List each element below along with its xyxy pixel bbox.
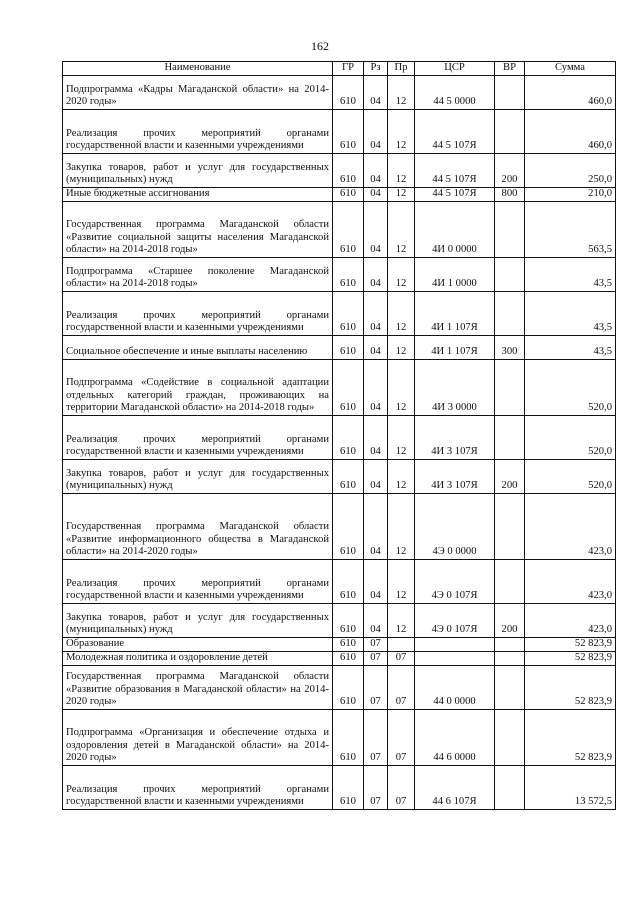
cell-rz: 04 — [364, 494, 388, 560]
cell-sum: 52 823,9 — [525, 652, 616, 666]
cell-csr: 4И 1 107Я — [415, 336, 495, 360]
cell-csr — [415, 638, 495, 652]
cell-vr — [495, 258, 525, 292]
cell-csr: 44 5 107Я — [415, 154, 495, 188]
cell-pr: 12 — [388, 360, 415, 416]
cell-rz: 07 — [364, 766, 388, 810]
cell-name: Молодежная политика и оздоровление детей — [63, 652, 333, 666]
cell-rz: 04 — [364, 110, 388, 154]
cell-pr: 12 — [388, 416, 415, 460]
table-row — [63, 76, 616, 110]
table-row — [63, 154, 616, 188]
cell-name: Государственная программа Магаданской области «Развитие социальной защиты населения Магаданской области» на 2014-2018 годы» — [63, 202, 333, 258]
cell-csr: 4И 1 107Я — [415, 292, 495, 336]
cell-sum: 43,5 — [525, 292, 616, 336]
cell-gr: 610 — [333, 560, 364, 604]
cell-csr: 4Э 0 0000 — [415, 494, 495, 560]
cell-vr — [495, 666, 525, 710]
table-row — [63, 292, 616, 336]
column-header-sum: Сумма — [525, 62, 616, 76]
column-header-csr: ЦСР — [415, 62, 495, 76]
cell-vr — [495, 494, 525, 560]
budget-table — [62, 61, 616, 810]
cell-pr: 12 — [388, 494, 415, 560]
cell-vr — [495, 202, 525, 258]
cell-name: Образование — [63, 638, 333, 652]
cell-sum: 520,0 — [525, 360, 616, 416]
cell-gr: 610 — [333, 202, 364, 258]
cell-name: Подпрограмма «Старшее поколение Магаданской области» на 2014-2018 годы» — [63, 258, 333, 292]
table-row — [63, 710, 616, 766]
cell-csr: 44 6 0000 — [415, 710, 495, 766]
table-row — [63, 188, 616, 202]
cell-rz: 07 — [364, 710, 388, 766]
cell-rz: 04 — [364, 560, 388, 604]
cell-pr: 07 — [388, 710, 415, 766]
cell-pr: 12 — [388, 202, 415, 258]
cell-csr: 44 5 107Я — [415, 188, 495, 202]
cell-pr: 12 — [388, 560, 415, 604]
cell-vr — [495, 76, 525, 110]
cell-rz: 04 — [364, 154, 388, 188]
cell-vr: 300 — [495, 336, 525, 360]
cell-rz: 07 — [364, 652, 388, 666]
cell-csr: 4И 0 0000 — [415, 202, 495, 258]
cell-csr: 4И 3 107Я — [415, 416, 495, 460]
table-row — [63, 460, 616, 494]
column-header-name: Наименование — [63, 62, 333, 76]
cell-sum: 250,0 — [525, 154, 616, 188]
cell-gr: 610 — [333, 604, 364, 638]
cell-name: Государственная программа Магаданской области «Развитие образования в Магаданской области» на 2014-2020 годы» — [63, 666, 333, 710]
cell-sum: 520,0 — [525, 460, 616, 494]
table-row — [63, 336, 616, 360]
cell-csr — [415, 652, 495, 666]
column-header-rz: Рз — [364, 62, 388, 76]
cell-pr: 12 — [388, 292, 415, 336]
cell-gr: 610 — [333, 666, 364, 710]
cell-pr: 12 — [388, 110, 415, 154]
cell-csr: 44 5 107Я — [415, 110, 495, 154]
cell-gr: 610 — [333, 154, 364, 188]
cell-rz: 04 — [364, 360, 388, 416]
column-header-gr: ГР — [333, 62, 364, 76]
cell-pr: 12 — [388, 154, 415, 188]
cell-sum: 423,0 — [525, 604, 616, 638]
cell-vr: 200 — [495, 154, 525, 188]
cell-vr — [495, 110, 525, 154]
cell-vr: 200 — [495, 460, 525, 494]
cell-name: Иные бюджетные ассигнования — [63, 188, 333, 202]
cell-pr: 12 — [388, 336, 415, 360]
cell-gr: 610 — [333, 336, 364, 360]
cell-gr: 610 — [333, 652, 364, 666]
cell-csr: 4И 1 0000 — [415, 258, 495, 292]
table-row — [63, 416, 616, 460]
cell-gr: 610 — [333, 638, 364, 652]
table-row — [63, 666, 616, 710]
table-row — [63, 360, 616, 416]
cell-name: Закупка товаров, работ и услуг для государственных (муниципальных) нужд — [63, 604, 333, 638]
table-row — [63, 202, 616, 258]
table-row — [63, 638, 616, 652]
cell-name: Государственная программа Магаданской области «Развитие информационного общества в Магаданской области» на 2014-2020 годы» — [63, 494, 333, 560]
cell-sum: 563,5 — [525, 202, 616, 258]
cell-name: Закупка товаров, работ и услуг для государственных (муниципальных) нужд — [63, 154, 333, 188]
table-row — [63, 258, 616, 292]
cell-pr: 12 — [388, 604, 415, 638]
cell-vr — [495, 638, 525, 652]
cell-vr — [495, 416, 525, 460]
cell-vr — [495, 360, 525, 416]
cell-pr — [388, 638, 415, 652]
cell-csr: 44 6 107Я — [415, 766, 495, 810]
cell-rz: 04 — [364, 416, 388, 460]
column-header-vr: ВР — [495, 62, 525, 76]
cell-rz: 04 — [364, 76, 388, 110]
cell-sum: 52 823,9 — [525, 710, 616, 766]
cell-sum: 210,0 — [525, 188, 616, 202]
cell-gr: 610 — [333, 710, 364, 766]
cell-rz: 07 — [364, 638, 388, 652]
cell-name: Реализация прочих мероприятий органами государственной власти и казенными учреждениями — [63, 560, 333, 604]
cell-sum: 460,0 — [525, 76, 616, 110]
cell-vr: 200 — [495, 604, 525, 638]
cell-vr — [495, 292, 525, 336]
cell-gr: 610 — [333, 258, 364, 292]
cell-name: Реализация прочих мероприятий органами государственной власти и казенными учреждениями — [63, 766, 333, 810]
cell-pr: 07 — [388, 666, 415, 710]
cell-name: Реализация прочих мероприятий органами государственной власти и казенными учреждениями — [63, 292, 333, 336]
table-row — [63, 604, 616, 638]
cell-rz: 04 — [364, 258, 388, 292]
cell-gr: 610 — [333, 110, 364, 154]
cell-vr — [495, 766, 525, 810]
table-row — [63, 766, 616, 810]
cell-sum: 43,5 — [525, 336, 616, 360]
cell-name: Закупка товаров, работ и услуг для государственных (муниципальных) нужд — [63, 460, 333, 494]
cell-csr: 44 5 0000 — [415, 76, 495, 110]
page-number: 162 — [311, 39, 329, 53]
cell-rz: 04 — [364, 460, 388, 494]
cell-vr — [495, 710, 525, 766]
cell-rz: 04 — [364, 604, 388, 638]
cell-sum: 13 572,5 — [525, 766, 616, 810]
cell-pr: 07 — [388, 766, 415, 810]
cell-gr: 610 — [333, 188, 364, 202]
cell-pr: 12 — [388, 460, 415, 494]
cell-pr: 07 — [388, 652, 415, 666]
cell-csr: 4Э 0 107Я — [415, 604, 495, 638]
cell-sum: 43,5 — [525, 258, 616, 292]
cell-vr: 800 — [495, 188, 525, 202]
cell-gr: 610 — [333, 292, 364, 336]
cell-gr: 610 — [333, 460, 364, 494]
cell-name: Реализация прочих мероприятий органами государственной власти и казенными учреждениями — [63, 416, 333, 460]
cell-name: Социальное обеспечение и иные выплаты населению — [63, 336, 333, 360]
cell-gr: 610 — [333, 76, 364, 110]
cell-name: Реализация прочих мероприятий органами государственной власти и казенными учреждениями — [63, 110, 333, 154]
column-header-pr: Пр — [388, 62, 415, 76]
cell-rz: 04 — [364, 336, 388, 360]
table-row — [63, 110, 616, 154]
cell-name: Подпрограмма «Содействие в социальной адаптации отдельных категорий граждан, проживающих на территории Магаданской области» на 2014-2018 годы» — [63, 360, 333, 416]
cell-sum: 52 823,9 — [525, 638, 616, 652]
cell-name: Подпрограмма «Кадры Магаданской области» на 2014-2020 годы» — [63, 76, 333, 110]
cell-vr — [495, 652, 525, 666]
cell-vr — [495, 560, 525, 604]
cell-pr: 12 — [388, 76, 415, 110]
cell-gr: 610 — [333, 416, 364, 460]
cell-pr: 12 — [388, 258, 415, 292]
cell-csr: 4И 3 107Я — [415, 460, 495, 494]
table-row — [63, 494, 616, 560]
cell-gr: 610 — [333, 360, 364, 416]
cell-sum: 423,0 — [525, 560, 616, 604]
cell-sum: 52 823,9 — [525, 666, 616, 710]
cell-gr: 610 — [333, 494, 364, 560]
cell-rz: 04 — [364, 202, 388, 258]
cell-gr: 610 — [333, 766, 364, 810]
table-header-row — [63, 62, 616, 76]
cell-rz: 07 — [364, 666, 388, 710]
table-row — [63, 652, 616, 666]
cell-csr: 44 0 0000 — [415, 666, 495, 710]
cell-csr: 4И 3 0000 — [415, 360, 495, 416]
cell-rz: 04 — [364, 188, 388, 202]
cell-csr: 4Э 0 107Я — [415, 560, 495, 604]
cell-name: Подпрограмма «Организация и обеспечение отдыха и оздоровления детей в Магаданской области» на 2014-2020 годы» — [63, 710, 333, 766]
cell-sum: 460,0 — [525, 110, 616, 154]
cell-rz: 04 — [364, 292, 388, 336]
table-row — [63, 560, 616, 604]
cell-sum: 423,0 — [525, 494, 616, 560]
cell-sum: 520,0 — [525, 416, 616, 460]
cell-pr: 12 — [388, 188, 415, 202]
